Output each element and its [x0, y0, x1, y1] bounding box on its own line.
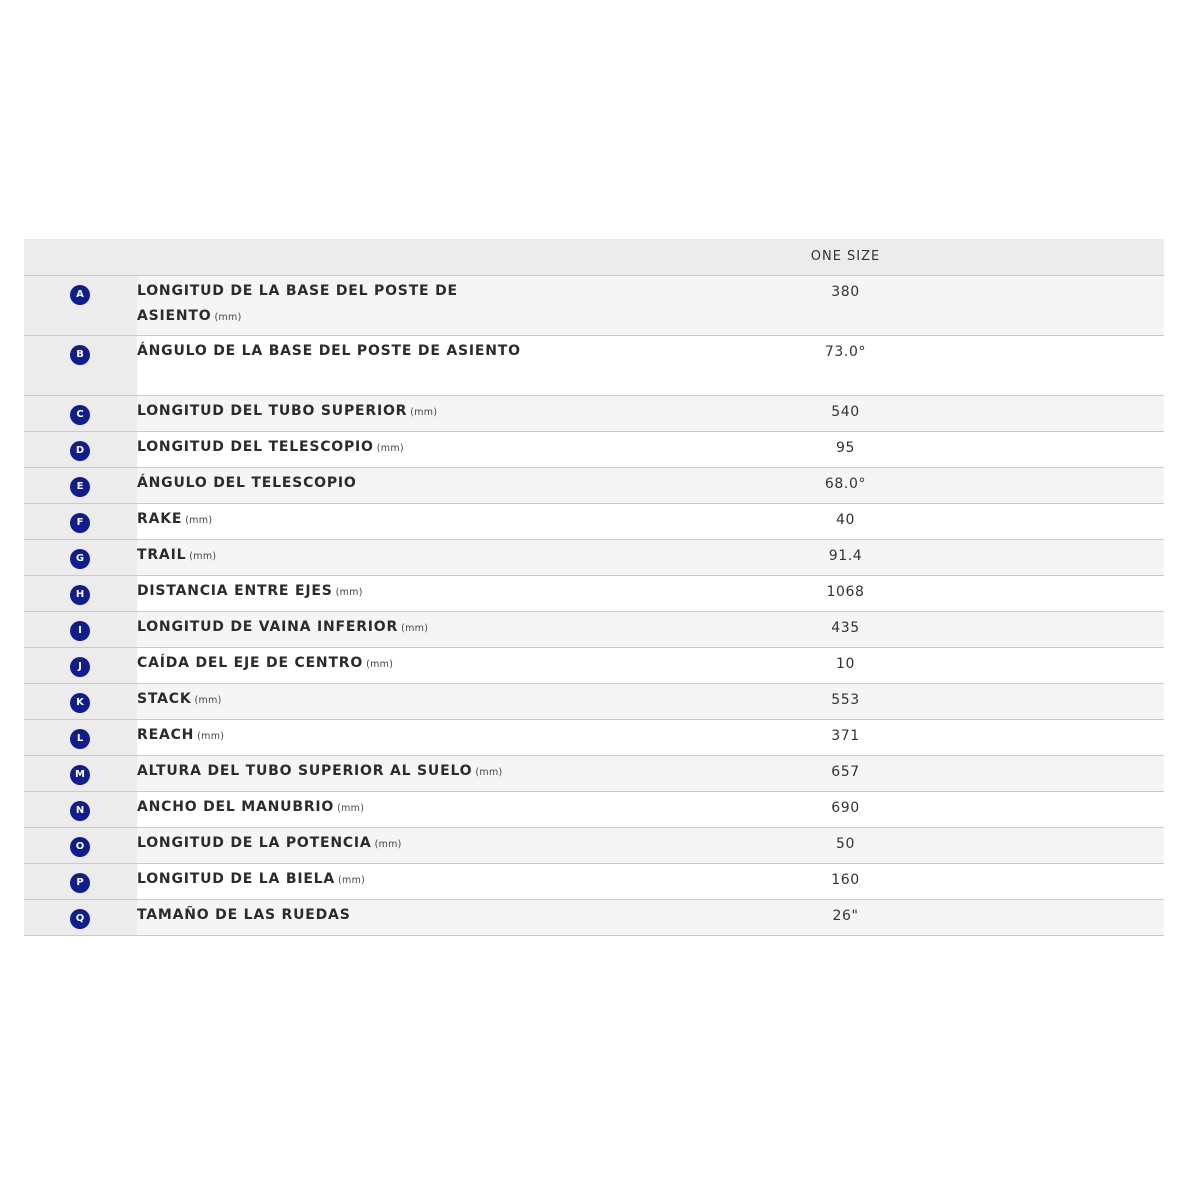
measurement-name: LONGITUD DEL TUBO SUPERIOR [137, 402, 408, 419]
measurement-unit: (mm) [366, 658, 394, 670]
measurement-label [137, 468, 557, 501]
badge-cell [24, 791, 137, 827]
row-letter-badge: P [70, 873, 90, 893]
row-letter-badge: K [70, 693, 90, 713]
measurement-value: 73.0° [824, 343, 867, 360]
measurement-name: STACK [137, 690, 192, 707]
measurement-label [137, 864, 557, 897]
table-row [24, 467, 1164, 503]
measurement-value: 95 [835, 439, 855, 456]
table-row [24, 503, 1164, 539]
table-row [24, 719, 1164, 755]
badge-cell [24, 539, 137, 575]
measurement-unit: (mm) [189, 550, 217, 562]
measurement-unit: (mm) [376, 442, 404, 454]
measurement-unit: (mm) [475, 766, 503, 778]
measurement-name: LONGITUD DE LA BIELA [137, 870, 336, 887]
measurement-name: ANCHO DEL MANUBRIO [137, 798, 335, 815]
geometry-table [24, 239, 1164, 936]
table-header-row [24, 239, 1164, 275]
size-column-header: ONE SIZE [557, 239, 1164, 275]
measurement-name: TRAIL [137, 546, 187, 563]
measurement-name: LONGITUD DEL TELESCOPIO [137, 438, 374, 455]
table-body [24, 275, 1164, 935]
measurement-unit: (mm) [401, 622, 429, 634]
measurement-value: 690 [831, 799, 860, 816]
measurement-value: 540 [831, 403, 860, 420]
measurement-label [137, 432, 557, 465]
measurement-value: 40 [835, 511, 855, 528]
measurement-label [137, 276, 557, 334]
badge-cell [24, 575, 137, 611]
badge-cell [24, 719, 137, 755]
table-row [24, 275, 1164, 335]
table-row [24, 827, 1164, 863]
badge-cell [24, 503, 137, 539]
badge-cell [24, 335, 137, 395]
measurement-value: 657 [831, 763, 860, 780]
badge-cell [24, 467, 137, 503]
measurement-unit: (mm) [197, 730, 225, 742]
measurement-label [137, 576, 557, 609]
badge-cell [24, 683, 137, 719]
measurement-label [137, 336, 557, 369]
measurement-label [137, 828, 557, 861]
table-row [24, 647, 1164, 683]
measurement-name: RAKE [137, 510, 183, 527]
row-letter-badge: F [70, 513, 90, 533]
table-row [24, 683, 1164, 719]
measurement-name: ÁNGULO DEL TELESCOPIO [137, 474, 357, 491]
row-letter-badge: G [70, 549, 90, 569]
row-letter-badge: O [70, 837, 90, 857]
row-letter-badge: Q [70, 909, 90, 929]
header-badge-cell [24, 239, 137, 275]
badge-cell [24, 755, 137, 791]
measurement-label [137, 504, 557, 537]
measurement-name: LONGITUD DE VAINA INFERIOR [137, 618, 399, 635]
row-letter-badge: M [70, 765, 90, 785]
measurement-name: TAMAÑO DE LAS RUEDAS [137, 906, 351, 923]
measurement-label [137, 648, 557, 681]
measurement-value: 553 [831, 691, 860, 708]
table-row [24, 395, 1164, 431]
measurement-label [137, 756, 557, 789]
measurement-label [137, 684, 557, 717]
measurement-unit: (mm) [338, 874, 366, 886]
row-letter-badge: E [70, 477, 90, 497]
header-label-cell [137, 239, 557, 275]
table-row [24, 791, 1164, 827]
measurement-name: REACH [137, 726, 195, 743]
row-letter-badge: J [70, 657, 90, 677]
table-row [24, 539, 1164, 575]
row-letter-badge: H [70, 585, 90, 605]
measurement-unit: (mm) [214, 311, 242, 323]
measurement-value: 371 [831, 727, 860, 744]
badge-cell [24, 863, 137, 899]
table-row [24, 335, 1164, 395]
measurement-value: 91.4 [828, 547, 863, 564]
badge-cell [24, 395, 137, 431]
measurement-name: DISTANCIA ENTRE EJES [137, 582, 333, 599]
row-letter-badge: D [70, 441, 90, 461]
measurement-value: 10 [835, 655, 855, 672]
measurement-unit: (mm) [335, 586, 363, 598]
measurement-value: 160 [831, 871, 860, 888]
row-letter-badge: A [70, 285, 90, 305]
measurement-label [137, 612, 557, 645]
measurement-name: LONGITUD DE LA BASE DEL POSTE DE ASIENTO [137, 282, 458, 324]
measurement-label [137, 900, 557, 933]
row-letter-badge: B [70, 345, 90, 365]
measurement-label [137, 540, 557, 573]
badge-cell [24, 899, 137, 935]
measurement-label [137, 792, 557, 825]
measurement-label [137, 720, 557, 753]
table-row [24, 863, 1164, 899]
table-row [24, 899, 1164, 935]
measurement-name: CAÍDA DEL EJE DE CENTRO [137, 654, 364, 671]
badge-cell [24, 431, 137, 467]
badge-cell [24, 275, 137, 335]
measurement-name: ALTURA DEL TUBO SUPERIOR AL SUELO [137, 762, 473, 779]
measurement-value: 380 [831, 283, 860, 300]
measurement-name: ÁNGULO DE LA BASE DEL POSTE DE ASIENTO [137, 342, 521, 359]
row-letter-badge: I [70, 621, 90, 641]
badge-cell [24, 827, 137, 863]
measurement-unit: (mm) [374, 838, 402, 850]
measurement-value: 1068 [826, 583, 865, 600]
measurement-unit: (mm) [185, 514, 213, 526]
measurement-unit: (mm) [194, 694, 222, 706]
badge-cell [24, 611, 137, 647]
badge-cell [24, 647, 137, 683]
row-letter-badge: L [70, 729, 90, 749]
measurement-unit: (mm) [337, 802, 365, 814]
measurement-value: 50 [835, 835, 855, 852]
table-row [24, 755, 1164, 791]
measurement-value: 435 [831, 619, 860, 636]
measurement-name: LONGITUD DE LA POTENCIA [137, 834, 372, 851]
measurement-value: 68.0° [824, 475, 867, 492]
table-row [24, 431, 1164, 467]
measurement-unit: (mm) [410, 406, 438, 418]
table-row [24, 611, 1164, 647]
measurement-label [137, 396, 557, 429]
table-row [24, 575, 1164, 611]
row-letter-badge: C [70, 405, 90, 425]
row-letter-badge: N [70, 801, 90, 821]
measurement-value: 26" [832, 907, 859, 924]
